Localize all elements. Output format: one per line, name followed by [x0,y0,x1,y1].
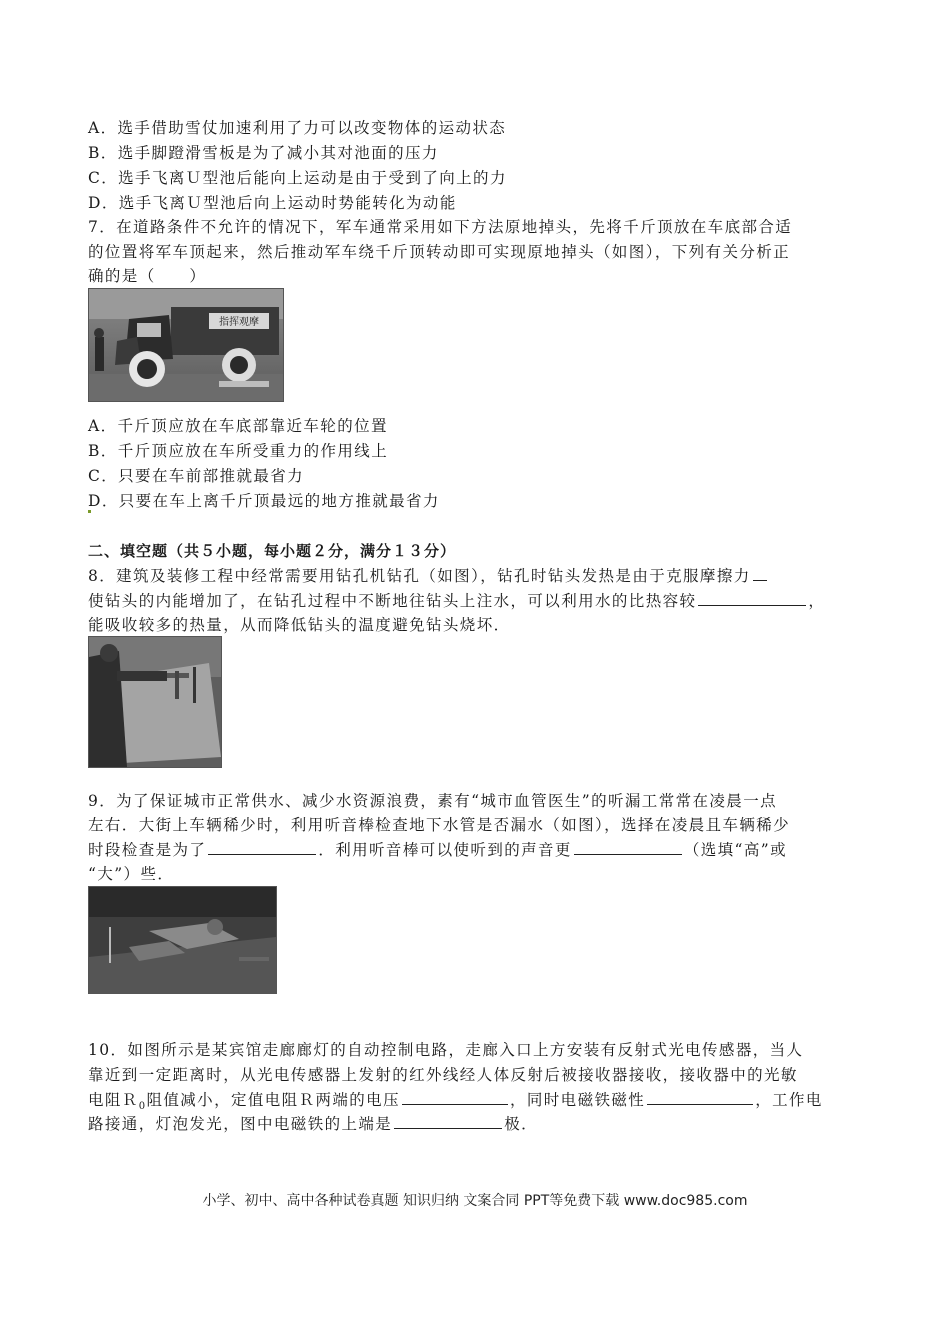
q10-blank-1[interactable] [402,1088,508,1105]
footer-text: 小学、初中、高中各种试卷真题 知识归纳 文案合同 PPT等免费下载 www.doc985.com [202,1193,748,1209]
q10-blank-3[interactable] [394,1112,502,1129]
q6-option-d: D．选手飞离Ｕ型池后向上运动时势能转化为动能 [88,194,457,212]
stray-mark [88,510,91,513]
q6-option-b: B．选手脚蹬滑雪板是为了减小其对池面的压力 [88,144,439,162]
q9-line4: “大”）些． [88,865,175,883]
q10-line2: 靠近到一定距离时，从光电传感器上发射的红外线经人体反射后被接收器接收，接收器中的光敏 [88,1066,798,1084]
q7-option-b: B．千斤顶应放在车所受重力的作用线上 [88,442,389,460]
q10-line1: 10．如图所示是某宾馆走廊廊灯的自动控制电路，走廊入口上方安装有反射式光电传感器，当人 [88,1041,804,1059]
truck-photo [88,288,284,402]
q7-option-a: A．千斤顶应放在车底部靠近车轮的位置 [88,417,388,435]
section-heading: 二、填空题（共５小题，每小题２分，满分１３分） [88,542,457,560]
q6-option-c: C．选手飞离Ｕ型池后能向上运动是由于受到了向上的力 [88,169,507,187]
q9-line1: 9．为了保证城市正常供水、减少水资源浪费，素有“城市血管医生”的听漏工常常在凌晨一点 [88,792,778,810]
q7-option-c: C．只要在车前部推就最省力 [88,467,305,485]
q8-line2: 使钻头的内能增加了，在钻孔过程中不断地往钻头上注水，可以利用水的比热容较 ， [88,589,825,613]
q7-stem-line1: 7．在道路条件不允许的情况下，军车通常采用如下方法原地掉头，先将千斤顶放在车底部合适 [88,218,793,236]
q7-option-d: D．只要在车上离千斤顶最远的地方推就最省力 [88,492,440,510]
q8-line3: 能吸收较多的热量，从而降低钻头的温度避免钻头烧坏． [88,616,511,634]
q7-stem-line3: 确的是（ ） [88,267,207,285]
listening-rod-photo [88,886,277,994]
q10-line3: 电阻Ｒ$_0$阻值减小，定值电阻Ｒ两端的电压 ，同时电磁铁磁性 ，工作电 [88,1088,823,1119]
drill-photo [88,636,222,768]
truck-sign: 指挥观摩 [219,317,259,328]
q9-line3: 时段检查是为了 ．利用听音棒可以使听到的声音更 （选填“高”或 [88,838,787,862]
q9-blank-2[interactable] [574,838,682,855]
q9-line2: 左右．大街上车辆稀少时，利用听音棒检查地下水管是否漏水（如图），选择在凌晨且车辆稀少 [88,816,791,834]
q8-blank-2[interactable] [698,589,806,606]
q10-line4: 路接通，灯泡发光，图中电磁铁的上端是 极． [88,1112,538,1136]
q10-blank-2[interactable] [647,1088,753,1105]
q7-stem-line2: 的位置将军车顶起来，然后推动军车绕千斤顶转动即可实现原地掉头（如图），下列有关分析正 [88,243,791,261]
q8-line1: 8．建筑及装修工程中经常需要用钻孔机钻孔（如图），钻孔时钻头发热是由于克服摩擦力 [88,564,769,588]
q9-blank-1[interactable] [208,838,316,855]
q6-option-a: A．选手借助雪仗加速利用了力可以改变物体的运动状态 [88,119,507,137]
q8-blank-1[interactable] [753,564,767,581]
